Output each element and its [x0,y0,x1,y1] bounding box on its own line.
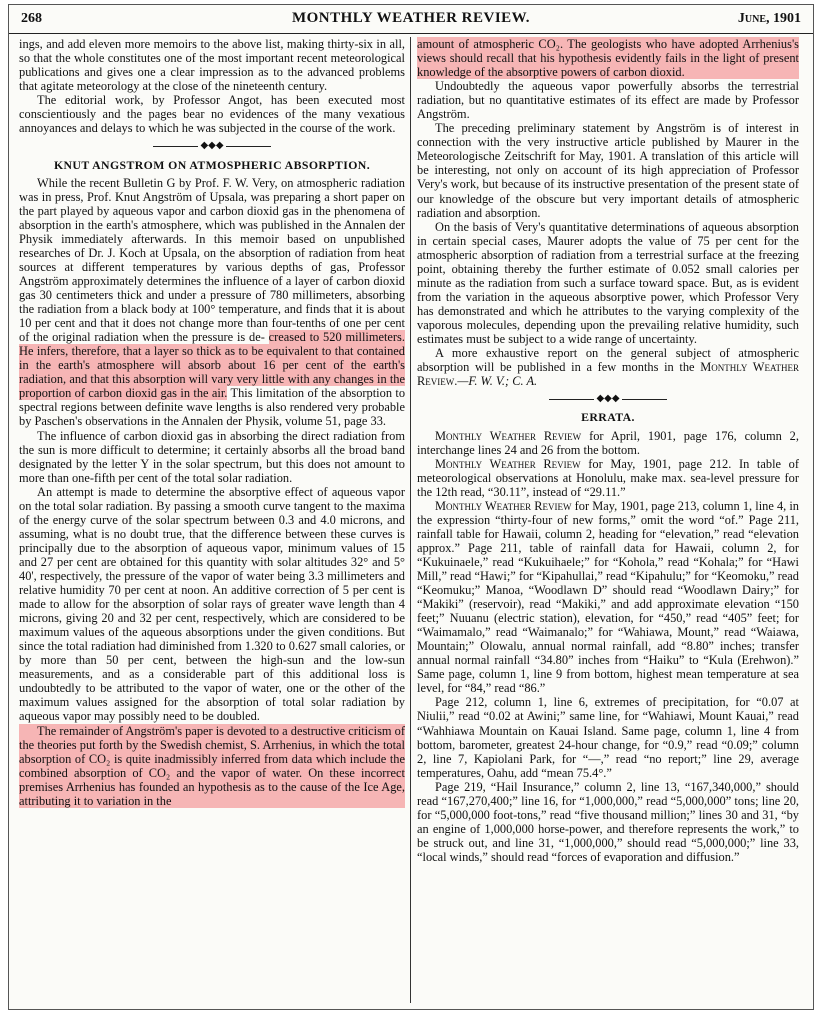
angstrom-paragraph-1 [19,176,405,429]
errata-3-journal: Monthly Weather Review [435,498,572,513]
maurer-basis-paragraph: On the basis of Very's quantitative determinations of aqueous absorption in certain special cases, Maurer adopts the value of 75 per cent for the atmospheric absorption of radiation from a terrestrial surface at the freezing point, obtaining thereby the further estimate of 0.052 small calories per minute as the radiation from such a surface toward space. But, as is evident from the variation in the aqueous absorptive power, which Professor Very has demonstrated and which he attributes to the varying complexity of the vaporous molecules, depending upon the prevailing relative humidity, such estimates must be subject to a wide range of uncertainty. [417,219,799,346]
left-column [19,37,405,1003]
errata-2-text: for May, 1901, page 212. In table of meteorological observations at Honolulu, make max. sea-level pressure for the 12th read, “30.11”, instead of “29.11.” [417,456,799,499]
angstrom-paragraph-3: An attempt is made to determine the absorptive effect of aqueous vapor on the total solar radiation. By passing a smooth curve tangent to the maxima of the energy curve of the solar spectrum between 0.3 and 4.0 microns, and assuming, what is no doubt true, that the difference between these curves is principally due to the absorption of aqueous vapor, minimum values of 15 and 27 per cent are obtained for this quantity with solar altitudes 32° and 5° 40', respectively, the pressure of the vapor of water being 3.3 millimeters and relative humidity 70 per cent at noon. An additive correction of 5 per cent is made to allow for the absorption of solar rays of greater wave length than 4 microns, giving 20 and 32 per cent, respectively, which are considered to be maximum values of the aqueous absorptions under the given conditions. But since the total radiation had diminished from 1.320 to 0.627 small calories, or by more than 50 per cent, between the high-sun and the low-sun measurements, and as a considerable part of this additional loss is undoubtedly to be attributed to the vapor of water, one or the other of the maximum values assigned for the absorption of total solar radiation by aqueous vapor may possibly need to be doubled. [19,484,405,724]
errata-2-journal: Monthly Weather Review [435,456,581,471]
columns [15,37,807,1003]
report-paragraph [417,346,799,388]
aqueous-vapor-paragraph: Undoubtedly the aqueous vapor powerfully absorbs the terrestrial radiation, but no quantitative estimates of its effect are made by Professor Angström. [417,79,799,122]
errata-heading: ERRATA. [581,410,635,425]
errata-1-journal: Monthly Weather Review [435,428,582,443]
errata-item-5: Page 219, “Hail Insurance,” column 2, line 13, “167,340,000,” should read “167,270,400;” line 16, for “1,000,000,” read “5,000,000” tons; line 20, for “5,000,000 foot-tons,” read “five thousand million;” lines 30 and 31, “by an engine of 1,000,000 horse-power, and therefore represents the work,” to be struck out, and line 31, “1,000,000,” should read “5,000,000;” line 33, “local winds,” should read “forces of evaporation and diffusion.” [417,779,799,864]
journal-page [8,4,814,1010]
report-signature: —F. W. V.; C. A. [457,374,538,389]
errata-item-3 [417,499,799,696]
errata-3-text: for May, 1901, page 213, column 1, line 4, in the expression “thirty-four of new forms,” omit the word “of.” Page 211, rainfall table for Hawaii, column 2, heading for “elevation,” read “elevation approx.” Page 211, table of rainfall data for Hawaii, column 2, for “Kukuinaele,” read “Kukuihaele;” for “Kohola,” read “Kohala;” for “Hawi Mill,” read “Hawi;” for “Kipahullai,” read “Kipahulu;” for “Keomoku,” read “Keomuku;” Manoa, “Woodlawn D” should read “Woodlawn Dairy;” for “Makiki” (reservoir), read “Makiki,” and add approximate elevation “150 feet;” Nuuanu (electric station), elevation, for “450,” read “405” feet; for “Waimamalo,” read “Waimanalo;” for “Wahiawa, Mount,” read “Waiawa, Mountain;” Olowalu, annual normal rainfall, add “8.80” inches; transfer annual normal rainfall “34.80” inches from “Haiku” to “Kula (Erehwon).” Same page, column 1, line 9 from bottom, highest mean temperature at sea level, for “84,” read “86.” [417,498,799,696]
errata-ornament: ◆◆◆ [417,394,799,404]
para1-highlighted-text: creased to 520 millimeters. He infers, therefore, that a layer so thick as to be equivalent to that contained in the earth's atmosphere will absorb about 16 per cent of the earth's radiation, and that this absorption will vary very little with any changes in the proportion of carbon dioxid gas in the air. [19,330,405,401]
arrhenius-highlighted-paragraph: amount of atmospheric CO₂. The geologists who have adopted Arrhenius's views should recall that his hypothesis evidently fails in the light of present knowledge of the absorptive powers of carbon dioxid. [417,37,799,80]
para1-tail-text: This limitation of the absorption to spectral regions between definite wave lengths is also rendered very probable by Paschen's observations in the Annalen der Physik, volume 51, page 33. [19,386,405,429]
angstrom-paragraph-4-highlighted: The remainder of Angström's paper is devoted to a destructive criticism of the theories put forth by the Swedish chemist, S. Arrhenius, in which the total absorption of CO₂ is quite inadmissibly inferred from data which include the combined absorption of CO₂ and the vapor of water. On these incorrect premises Arrhenius has founded an hypothesis as to the cause of the Ice Age, attributing it to variation in the [19,723,405,808]
errata-item-2 [417,457,799,499]
section-heading: KNUT ANGSTROM ON ATMOSPHERIC ABSORPTION. [53,157,371,172]
right-column [417,37,799,1003]
para1-text: While the recent Bulletin G by Prof. F. W. Very, on atmospheric radiation was in press, Prof. Knut Angström of Upsala, was preparing a short paper on the part played by aqueous vapor and carbon dioxid gas in the phenomena of absorption in the earth's atmosphere, which was published in the Annalen der Physik immediately afterwards. In this memoir based on unpublished researches of Dr. J. Koch at Upsala, on the absorption of radiation from heat sources at different temperatures by various depths of gas, Professor Angström approximately determines the influence of a layer of carbon dioxid gas 30 centimeters thick and under a pressure of 780 millimeters, absorbing the radiation from a black body at 100° temperature, and finds that it is about 10 per cent and that it does not change more than four-tenths of one per cent of the original radiation when the pressure is de- [19,175,405,345]
errata-item-1 [417,429,799,457]
intro-paragraph: ings, and add eleven more memoirs to the above list, making thirty-six in all, so that the whole constitutes one of the most important recent meteorological publications and gives one a clear impression as to the advanced problems that agitate meteorology at the close of the nineteenth century. [19,37,405,94]
report-text: A more exhaustive report on the general subject of atmospheric absorption will be published in a few months in the [417,346,799,375]
editorial-paragraph: The editorial work, by Professor Angot, has been executed most conscientiously and the pages bear no evidences of the many vexatious annoyances and delays to which he was subjected in the course of the work. [19,93,405,136]
errata-1-text: for April, 1901, page 176, column 2, interchange lines 24 and 26 from the bottom. [417,428,799,457]
maurer-intro-paragraph: The preceding preliminary statement by Angström is of interest in connection with the very instructive article published by Maurer in the Meteorologische Zeitschrift for May, 1901. A translation of this article will be interesting, not only on account of its high appreciation of Professor Very's work, but because of its instructive presentation of the present state of our knowledge of the obscure but very important details of atmospheric radiation and absorption. [417,121,799,220]
errata-item-4: Page 212, column 1, line 6, extremes of precipitation, for “0.07 at Niulii,” read “0.02 at Awini;” same line, for “Wahiawi, Mount Kauai,” read “Wahhiawa Mountain on Kauai Island. Same page, column 1, line 4 from bottom, barometer, greatest 24-hour change, for “0.9,” read “0.09;” column 2, line 7, Kapiolani Park, for “—,” read “no report;” line 29, average temperatures, Oahu, add “mean 75.4°.” [417,695,799,780]
issue-date: June, 1901 [737,11,801,26]
angstrom-paragraph-2: The influence of carbon dioxid gas in absorbing the direct radiation from the sun is more difficult to determine; it certainly absorbs all the broad band designated by the letter Y in the solar spectrum, but this does not amount to more than one-fifth per cent of the total solar radiation. [19,428,405,485]
report-journal-name: Monthly Weather Review. [417,360,799,389]
journal-title: MONTHLY WEATHER REVIEW. [291,10,531,26]
page-header [9,5,813,34]
section-ornament: ◆◆◆ [19,141,405,151]
column-divider [410,37,411,1003]
page-number: 268 [21,11,42,26]
